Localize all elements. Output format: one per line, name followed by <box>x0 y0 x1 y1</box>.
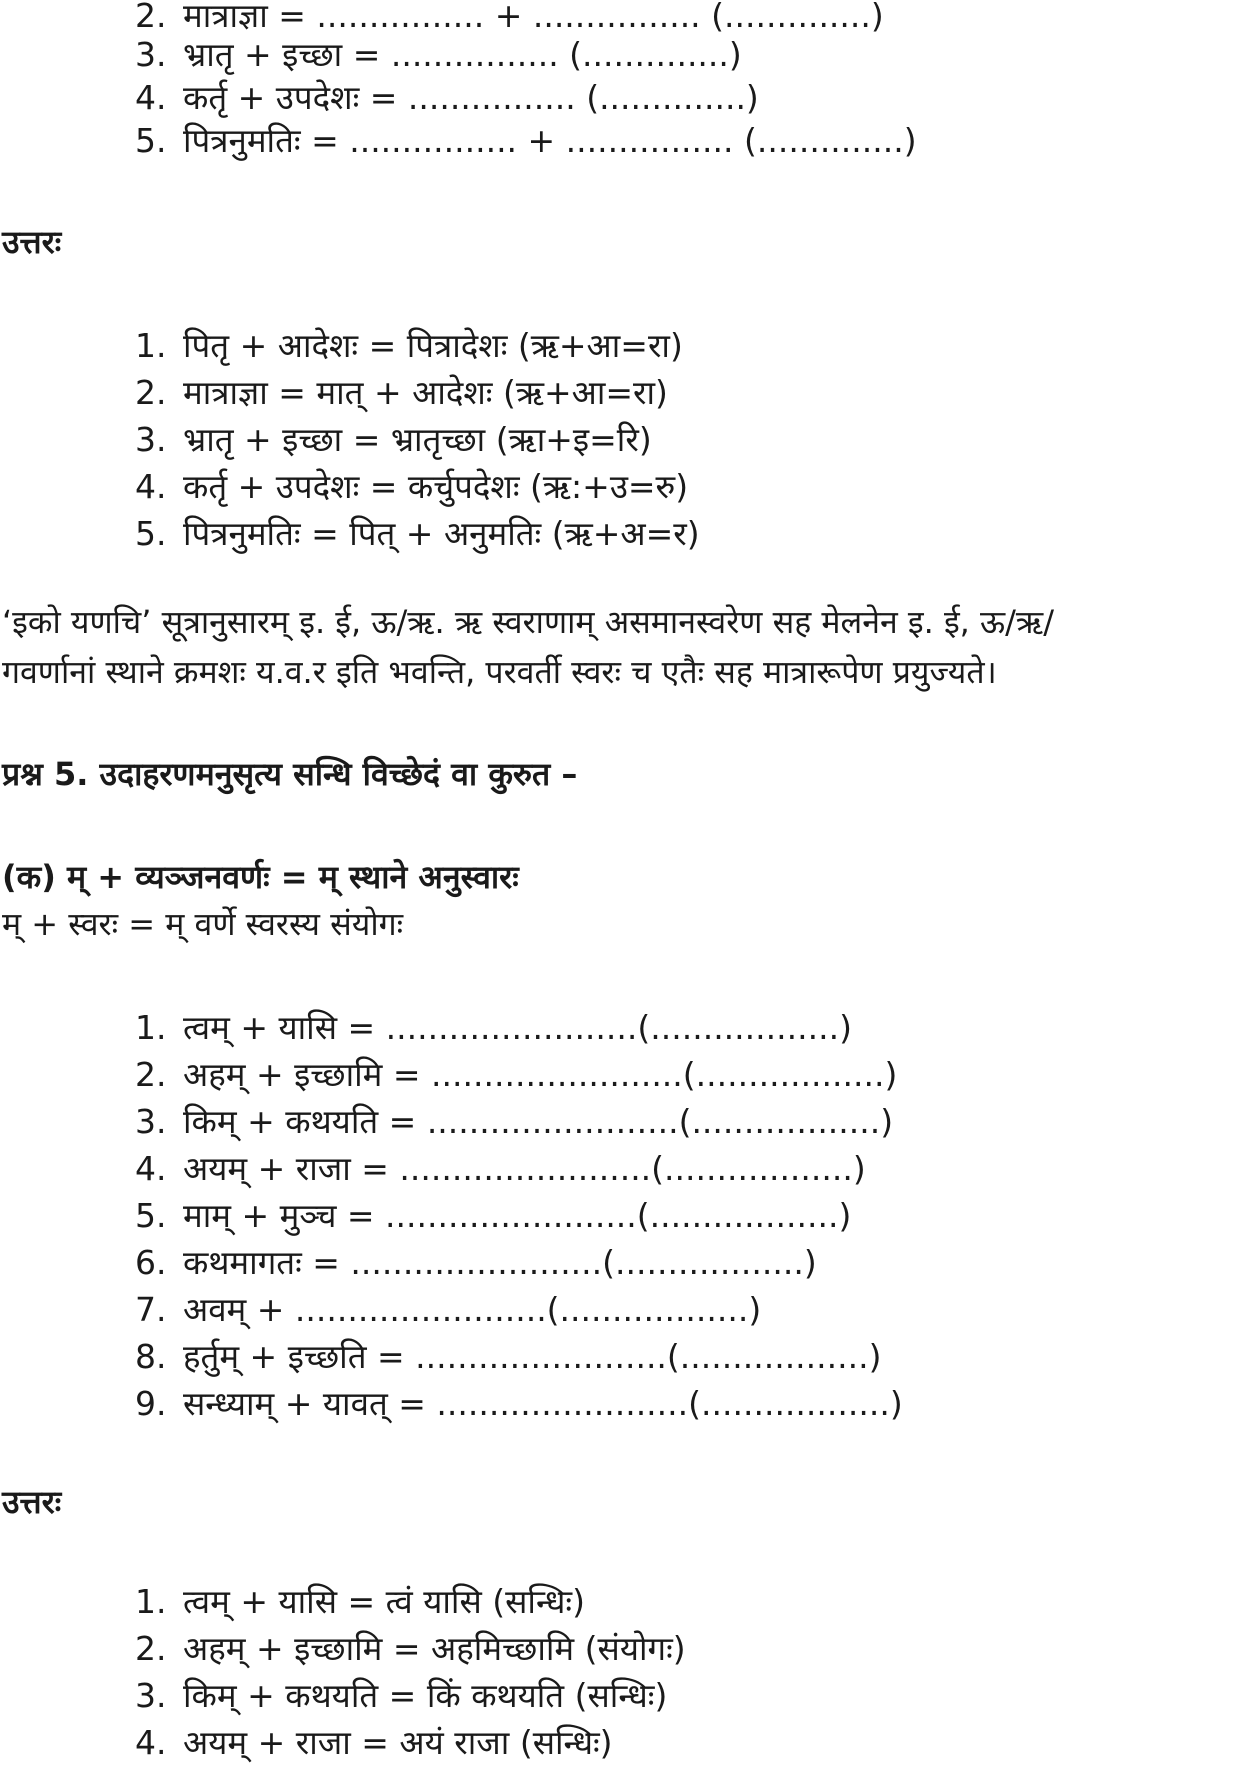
list-item <box>135 1719 613 1767</box>
explanation-line: गवर्णानां स्थाने क्रमशः य.व.र इति भवन्ति, परवर्ती स्वरः च एतैः सह मात्रारूपेण प्रयुज्यते। <box>2 653 997 691</box>
list-item <box>135 1672 667 1720</box>
item-number: 4. <box>135 1149 167 1188</box>
answer-heading: उत्तरः <box>2 1483 62 1521</box>
list-item <box>135 416 652 464</box>
item-number: 5. <box>135 1196 167 1235</box>
item-text: त्वम् + यासि = त्वं यासि (सन्धिः) <box>183 1582 585 1621</box>
item-number: 5. <box>135 121 167 160</box>
answer-heading: उत्तरः <box>2 223 62 261</box>
item-number: 2. <box>135 373 167 412</box>
list-item <box>135 1004 852 1052</box>
item-text: अहम् + इच्छामि = अहमिच्छामि (संयोगः) <box>183 1629 686 1668</box>
item-text: मात्राज्ञा = ................ + ................ (..............) <box>183 0 884 35</box>
subheading: (क) म् + व्यञ्जनवर्णः = म् स्थाने अनुस्वारः <box>2 858 519 896</box>
item-number: 9. <box>135 1384 167 1423</box>
item-number: 1. <box>135 1008 167 1047</box>
list-item <box>135 463 688 511</box>
item-text: पित्रनुमतिः = पित् + अनुमतिः (ऋ+अ=र) <box>183 514 700 553</box>
item-number: 4. <box>135 467 167 506</box>
item-text: पितृ + आदेशः = पित्रादेशः (ऋ+आ=रा) <box>183 326 683 365</box>
item-text: अयम् + राजा = ........................(..................) <box>183 1149 866 1188</box>
item-number: 2. <box>135 1629 167 1668</box>
list-item <box>135 369 668 417</box>
list-item <box>135 1051 897 1099</box>
list-item <box>135 1098 893 1146</box>
item-text: हर्तुम् + इच्छति = ........................(..................) <box>183 1337 882 1376</box>
item-number: 8. <box>135 1337 167 1376</box>
list-item <box>135 74 759 122</box>
item-text: कर्तृ + उपदेशः = कर्चुपदेशः (ऋ:+उ=रु) <box>183 467 689 506</box>
list-item <box>135 1192 851 1240</box>
item-text: अयम् + राजा = अयं राजा (सन्धिः) <box>183 1723 613 1762</box>
item-text: कर्तृ + उपदेशः = ................ (..............) <box>183 78 759 117</box>
list-item <box>135 1239 817 1287</box>
item-text: सन्ध्याम् + यावत् = ........................(..................) <box>183 1384 903 1423</box>
item-number: 5. <box>135 514 167 553</box>
item-number: 3. <box>135 420 167 459</box>
item-text: भ्रातृ + इच्छा = भ्रातृच्छा (ऋा+इ=रि) <box>183 420 652 459</box>
item-number: 3. <box>135 1676 167 1715</box>
list-item <box>135 117 917 165</box>
item-number: 4. <box>135 78 167 117</box>
list-item <box>135 31 742 79</box>
item-text: भ्रातृ + इच्छा = ................ (..............) <box>183 35 742 74</box>
item-text: किम् + कथयति = किं कथयति (सन्धिः) <box>183 1676 668 1715</box>
item-text: अहम् + इच्छामि = ........................(..................) <box>183 1055 898 1094</box>
item-number: 1. <box>135 326 167 365</box>
item-number: 4. <box>135 1723 167 1762</box>
item-number: 2. <box>135 0 167 35</box>
item-text: कथमागतः = ........................(..................) <box>183 1243 817 1282</box>
item-number: 3. <box>135 35 167 74</box>
item-text: मात्राज्ञा = मात् + आदेशः (ऋ+आ=रा) <box>183 373 668 412</box>
list-item <box>135 1578 585 1626</box>
item-number: 3. <box>135 1102 167 1141</box>
question-heading: प्रश्न 5. उदाहरणमनुसृत्य सन्धि विच्छेदं वा कुरुत – <box>2 755 578 793</box>
item-text: अवम् + ........................(..................) <box>183 1290 762 1329</box>
list-item <box>135 1333 881 1381</box>
item-number: 6. <box>135 1243 167 1282</box>
item-text: पित्रनुमतिः = ................ + ................ (..............) <box>183 121 917 160</box>
list-item <box>135 1145 866 1193</box>
list-item <box>135 322 683 370</box>
list-item <box>135 510 700 558</box>
item-number: 2. <box>135 1055 167 1094</box>
item-number: 7. <box>135 1290 167 1329</box>
explanation-line: ‘इको यणचि’ सूत्रानुसारम् इ. ई, ऊ/ऋ. ऋ स्वराणाम् असमानस्वरेण सह मेलनेन इ. ई, ऊ/ऋ/ <box>2 603 1055 641</box>
item-text: माम् + मुञ्च = ........................(..................) <box>183 1196 852 1235</box>
rule-line: म् + स्वरः = म् वर्णे स्वरस्य संयोगः <box>2 905 404 943</box>
item-text: त्वम् + यासि = ........................(..................) <box>183 1008 852 1047</box>
list-item <box>135 1380 903 1428</box>
item-text: किम् + कथयति = ........................(..................) <box>183 1102 894 1141</box>
list-item <box>135 1286 761 1334</box>
item-number: 1. <box>135 1582 167 1621</box>
list-item <box>135 1625 686 1673</box>
